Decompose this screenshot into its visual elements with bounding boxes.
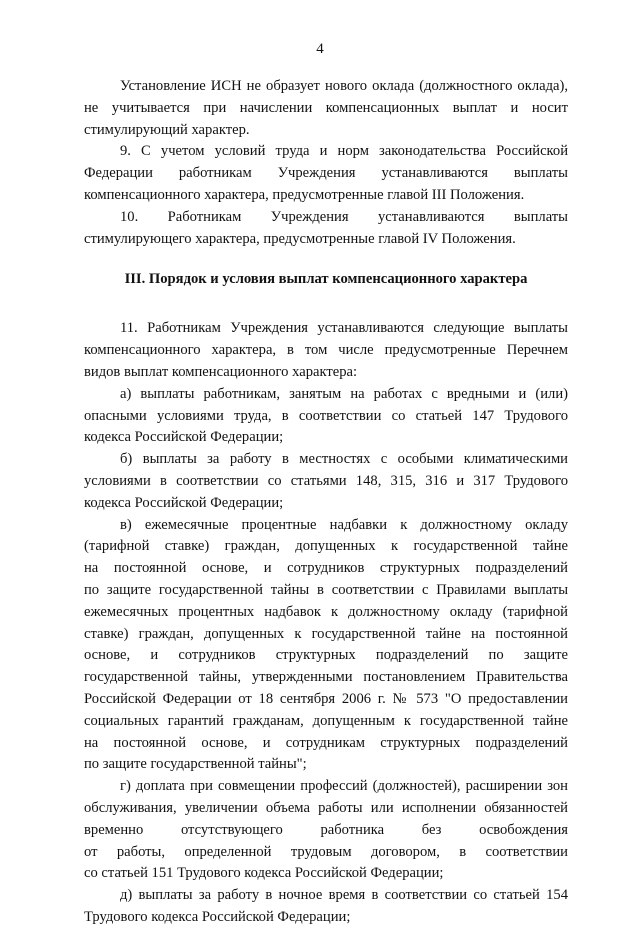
text-line: в) ежемесячные процентные надбавки к должностному окладу: [120, 516, 568, 533]
text-line: со статьей 151 Трудового кодекса Российской Федерации;: [84, 865, 444, 882]
text-line: видов выплат компенсационного характера:: [84, 363, 358, 380]
text-line: Российской Федерации от 18 сентября 2006 г. № 573 "О предоставлении: [84, 690, 568, 707]
text-line: 9. С учетом условий труда и норм законодательства Российской: [120, 143, 568, 160]
text-line: кодекса Российской Федерации;: [84, 494, 284, 511]
text-line: социальных гарантий гражданам, допущенным к государственной тайне: [84, 712, 568, 729]
text-line: от работы, определенной трудовым договором, в соответствии: [84, 843, 568, 860]
paragraph-item11b: [84, 449, 568, 514]
heading-spacer: [84, 308, 568, 318]
text-line: г) доплата при совмещении профессий (должностей), расширении зон: [120, 778, 568, 795]
paragraphs-before-heading: [84, 76, 568, 250]
text-line: ставке) граждан, допущенных к государственной тайне на постоянной: [84, 625, 568, 642]
text-line: условиями в соответствии со статьями 148, 315, 316 и 317 Трудового: [84, 472, 568, 489]
paragraph-item11: [84, 318, 568, 383]
text-line: по защите государственной тайны в соответствии с Правилами выплаты: [84, 581, 568, 598]
text-line: временно отсутствующего работника без освобождения: [84, 821, 568, 838]
text-line: стимулирующий характер.: [84, 121, 250, 138]
document-body: [84, 76, 568, 929]
text-line: д) выплаты за работу в ночное время в соответствии со статьей 154: [120, 887, 568, 904]
text-line: Установление ИСН не образует нового оклада (должностного оклада),: [120, 78, 568, 94]
paragraphs-after-heading: [84, 318, 568, 928]
text-line: (тарифной ставке) граждан, допущенных к государственной тайне: [84, 538, 568, 555]
text-line: а) выплаты работникам, занятым на работах с вредными и (или): [120, 385, 568, 402]
text-line: основе, и сотрудников структурных подразделений по защите: [84, 647, 568, 664]
text-line: по защите государственной тайны";: [84, 756, 307, 773]
paragraph-item9: [84, 141, 568, 206]
text-line: кодекса Российской Федерации;: [84, 429, 284, 446]
paragraph-item11a: [84, 384, 568, 449]
text-line: б) выплаты за работу в местностях с особыми климатическими: [120, 451, 568, 468]
text-line: Федерации работникам Учреждения устанавливаются выплаты: [84, 165, 568, 182]
text-line: 10. Работникам Учреждения устанавливаются выплаты: [120, 208, 568, 225]
paragraph-item11g: [84, 776, 568, 885]
text-line: государственной тайны, утвержденными постановлением Правительства: [84, 669, 568, 686]
text-line: стимулирующего характера, предусмотренные главой IV Положения.: [84, 230, 516, 247]
paragraph-item11d: [84, 885, 568, 929]
text-line: обслуживания, увеличении объема работы или исполнении обязанностей: [84, 799, 568, 816]
text-line: опасными условиями труда, в соответствии со статьей 147 Трудового: [84, 407, 568, 424]
text-line: компенсационного характера, предусмотренные главой III Положения.: [84, 186, 525, 203]
page-number: 4: [316, 41, 324, 57]
text-line: Трудового кодекса Российской Федерации;: [84, 908, 351, 925]
text-line: не учитывается при начислении компенсационных выплат и носит: [84, 99, 568, 116]
paragraph-item10: [84, 207, 568, 251]
paragraph-isn: [84, 76, 568, 141]
text-line: на постоянной основе, и сотрудникам структурных подразделений: [84, 734, 568, 751]
section-heading: III. Порядок и условия выплат компенсационного характера: [124, 271, 528, 288]
text-line: 11. Работникам Учреждения устанавливаются следующие выплаты: [120, 320, 568, 337]
text-line: на постоянной основе, и сотрудников структурных подразделений: [84, 560, 568, 577]
text-line: компенсационного характера, в том числе предусмотренные Перечнем: [84, 342, 568, 359]
text-line: ежемесячных процентных надбавок к должностному окладу (тарифной: [84, 603, 568, 620]
paragraph-item11v: [84, 515, 568, 777]
